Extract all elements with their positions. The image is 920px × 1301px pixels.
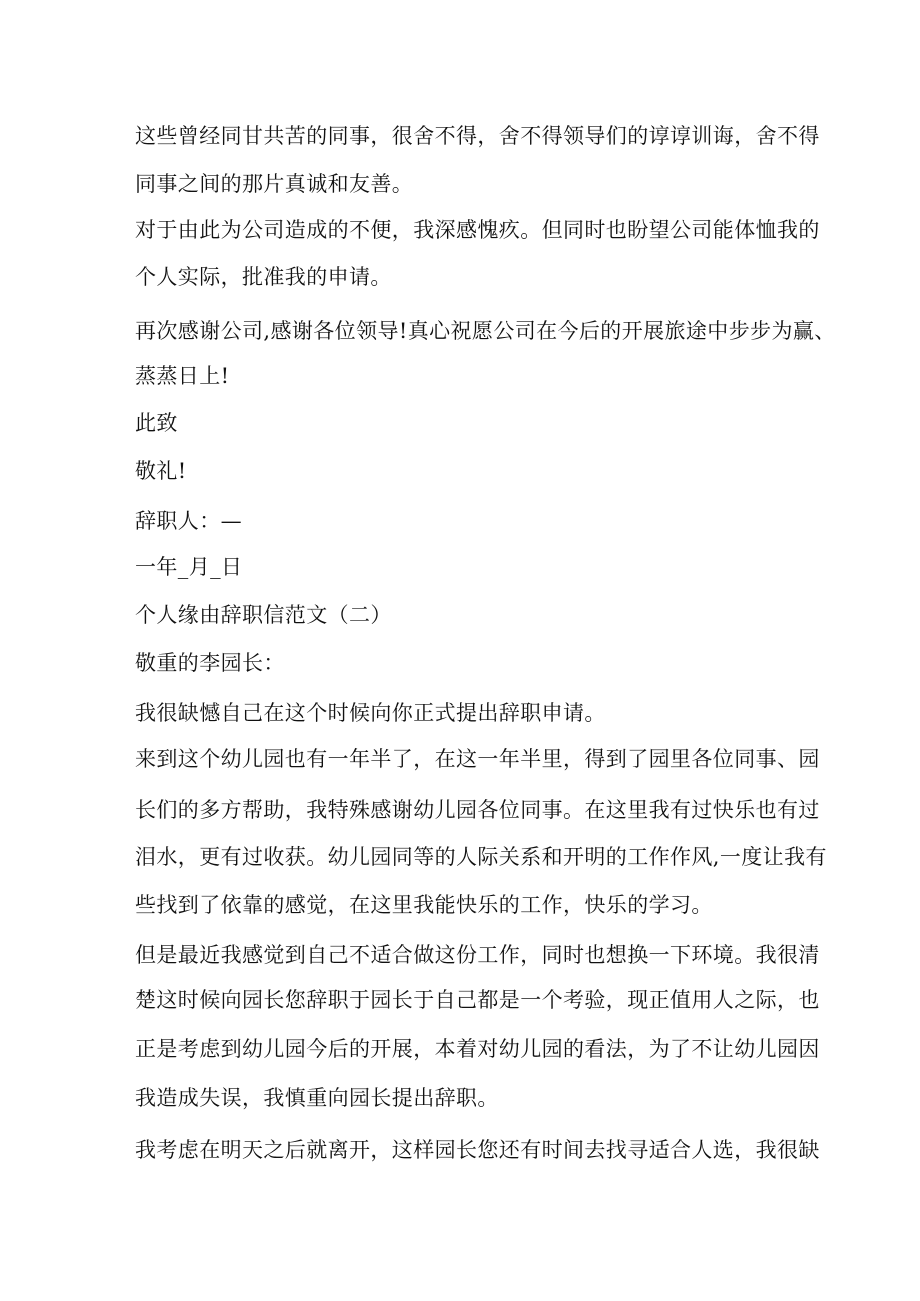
text-line: 再次感谢公司,感谢各位领导!真心祝愿公司在今后的开展旅途中步步为赢、 (135, 319, 836, 343)
text-line: 同事之间的那片真诚和友善。 (135, 172, 414, 196)
text-line: 此致 (135, 411, 178, 435)
text-line: 对于由此为公司造成的不便，我深感愧疚。但同时也盼望公司能体恤我的 (135, 218, 820, 242)
text-line: 我造成失误，我慎重向园长提出辞职。 (135, 1086, 499, 1110)
section-title: 个人缘由辞职信范文（二） (135, 603, 392, 627)
salutation: 敬重的李园长： (135, 651, 285, 675)
text-line: 个人实际，批准我的申请。 (135, 265, 392, 289)
text-line: 长们的多方帮助，我特殊感谢幼儿园各位同事。在这里我有过快乐也有过 (135, 798, 820, 822)
text-line: 蒸蒸日上! (135, 364, 230, 388)
signature-line: 辞职人：— (135, 509, 242, 533)
text-line: 这些曾经同甘共苦的同事，很舍不得，舍不得领导们的谆谆训诲，舍不得 (135, 124, 820, 148)
text-line: 泪水，更有过收获。幼儿园同等的人际关系和开明的工作作风,一度让我有 (135, 845, 827, 869)
text-line: 正是考虑到幼儿园今后的开展，本着对幼儿园的看法，为了不让幼儿园因 (135, 1037, 820, 1061)
text-line: 楚这时候向园长您辞职于园长于自己都是一个考验，现正值用人之际，也 (135, 988, 820, 1012)
date-line: 一年_月_日 (135, 555, 243, 579)
text-line: 我很缺憾自己在这个时候向你正式提出辞职申请。 (135, 701, 606, 725)
text-line: 些找到了依靠的感觉，在这里我能快乐的工作，快乐的学习。 (135, 893, 713, 917)
text-line: 我考虑在明天之后就离开，这样园长您还有时间去找寻适合人选，我很缺 (135, 1138, 820, 1162)
text-line: 敬礼! (135, 459, 187, 483)
text-line: 来到这个幼儿园也有一年半了，在这一年半里，得到了园里各位同事、园 (135, 747, 820, 771)
text-line: 但是最近我感觉到自己不适合做这份工作，同时也想换一下环境。我很清 (135, 943, 820, 967)
